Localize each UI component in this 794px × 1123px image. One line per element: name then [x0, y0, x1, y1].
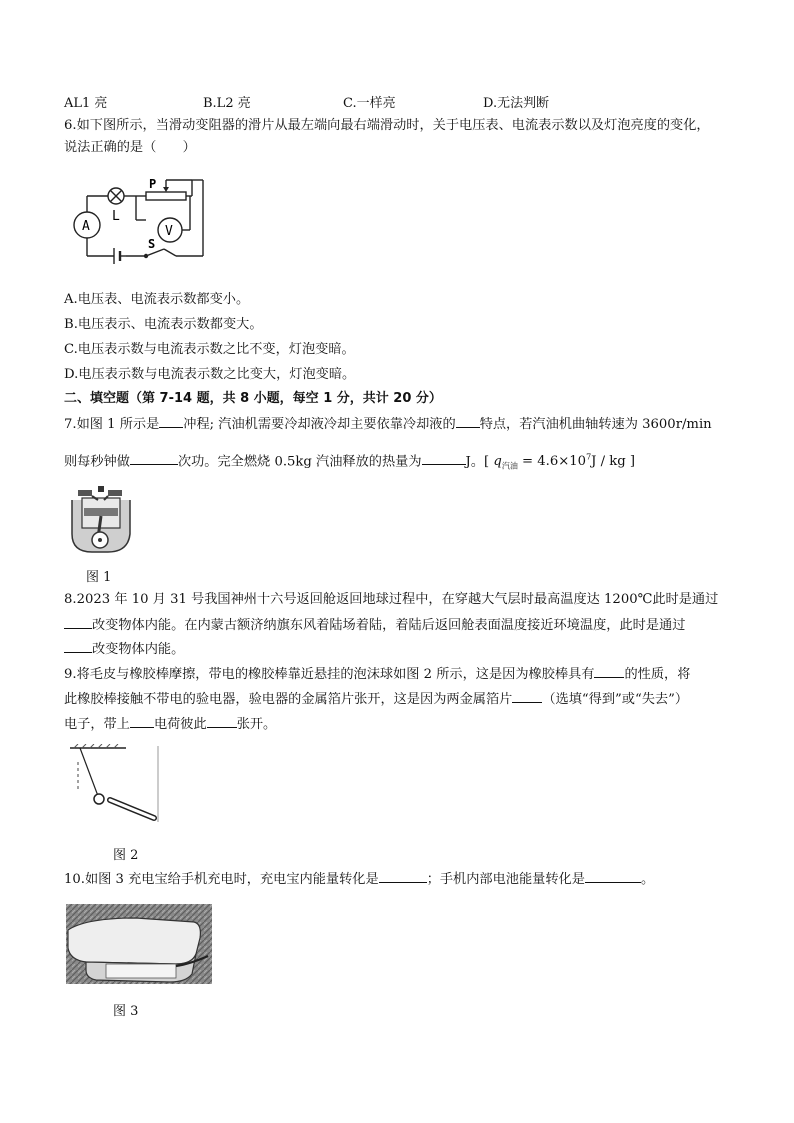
- q9-text-2a: 此橡胶棒接触不带电的验电器，验电器的金属箔片张开，这是因为两金属箔片: [64, 692, 513, 707]
- q9-blank-electron: [512, 689, 542, 703]
- q10-text-2: ；手机内部电池能量转化是: [426, 872, 585, 887]
- formula-exponent: 7: [586, 453, 592, 462]
- section-heading-fill-in: 二、填空题（第 7-14 题，共 8 小题，每空 1 分，共计 20 分）: [64, 391, 442, 406]
- q7-blank-heat: [422, 451, 466, 465]
- q10-blank-powerbank: [379, 869, 427, 883]
- q6-option-c: C.电压表示数与电流表示数之比不变，灯泡变暗。: [64, 342, 355, 357]
- voltmeter-label: V: [165, 224, 173, 239]
- switch-label: S: [148, 237, 156, 251]
- q8-blank-2: [64, 639, 92, 653]
- q5-option-c: C.一样亮: [343, 96, 396, 111]
- charging-photo-svg: [66, 904, 212, 984]
- q10-blank-phone-battery: [585, 869, 641, 883]
- q7-blank-stroke: [159, 414, 183, 428]
- formula-q-symbol: q: [493, 454, 502, 470]
- q9-blank-interaction: [207, 714, 237, 728]
- q8-text-2: 改变物体内能。在内蒙古额济纳旗东风着陆场着陆，着陆后返回舱表面温度接近环境温度，此时是通过: [92, 618, 686, 633]
- q9-text-2b: （选填“得到”或“失去”）: [542, 692, 689, 707]
- q8-line-1: 8.2023 年 10 月 31 号我国神州十六号返回舱返回地球过程中，在穿越大气层时最高温度达 1200℃此时是通过: [64, 592, 719, 607]
- q8-line-3: [64, 639, 184, 660]
- q5-option-b: B.L2 亮: [203, 96, 251, 111]
- q9-blank-charge: [130, 714, 154, 728]
- q10-text-1: 10.如图 3 充电宝给手机充电时，充电宝内能量转化是: [64, 872, 379, 887]
- foam-ball-svg: [66, 744, 166, 824]
- q9-line-1: [64, 664, 690, 685]
- figure-1-caption: 图 1: [86, 570, 112, 585]
- figure-3-charging-photo: [66, 904, 212, 984]
- q7-line-1: [64, 414, 712, 435]
- q6-stem-line-1: 6.如下图所示，当滑动变阻器的滑片从最左端向最右端滑动时，关于电压表、电流表示数以及灯泡亮度的变化，: [64, 118, 710, 133]
- slider-label: P: [149, 177, 157, 191]
- q10-text-3: 。: [640, 872, 655, 887]
- formula-value: = 4.6×10: [522, 454, 587, 470]
- q9-text-3a: 电子，带上: [64, 717, 130, 732]
- figure-2-foam-ball-image: [66, 744, 166, 824]
- q9-text-1a: 9.将毛皮与橡胶棒摩擦，带电的橡胶棒靠近悬挂的泡沫球如图 2 所示，这是因为橡胶棒具有: [64, 667, 595, 682]
- q8-line-2: [64, 615, 685, 636]
- figure-3-caption: 图 3: [113, 1004, 139, 1019]
- q6-stem-line-2: 说法正确的是（ ）: [64, 140, 196, 155]
- q9-text-3b: 电荷彼此: [153, 717, 207, 732]
- q9-line-3: [64, 714, 276, 735]
- q6-option-a: A.电压表、电流表示数都变小。: [64, 292, 250, 307]
- lamp-label: L: [112, 209, 120, 224]
- figure-2-caption: 图 2: [113, 848, 139, 863]
- q6-option-d: D.电压表示数与电流表示数之比变大，灯泡变暗。: [64, 367, 356, 382]
- figure-1-engine-image: [68, 486, 138, 554]
- q7-text-2: 冲程; 汽油机需要冷却液冷却主要依靠冷却液的: [183, 417, 456, 432]
- q5-option-a: AL1 亮: [64, 96, 108, 111]
- engine-svg: [68, 486, 138, 554]
- q7-text-6: J。[: [465, 454, 490, 470]
- q7-text-4: 则每秒钟做: [64, 454, 130, 470]
- formula-subscript: 汽油: [501, 462, 518, 472]
- q9-text-1b: 的性质，将: [624, 667, 691, 682]
- q7-formula: [493, 453, 636, 472]
- q9-line-2: [64, 689, 688, 710]
- formula-unit: J / kg ]: [591, 454, 636, 470]
- q8-text-3: 改变物体内能。: [92, 642, 185, 657]
- q7-blank-property: [456, 414, 480, 428]
- q7-text-3: 特点，若汽油机曲轴转速为 3600r/min: [479, 417, 712, 432]
- circuit-svg: [66, 176, 212, 268]
- q9-blank-property: [594, 664, 624, 678]
- q8-blank-1: [64, 615, 92, 629]
- q7-line-2: [64, 448, 635, 477]
- q7-text-1: 7.如图 1 所示是: [64, 417, 160, 432]
- ammeter-label: A: [82, 219, 90, 234]
- q6-option-b: B.电压表示、电流表示数都变大。: [64, 317, 263, 332]
- q6-circuit-diagram: [66, 176, 212, 268]
- q7-text-5: 次功。完全燃烧 0.5kg 汽油释放的热量为: [177, 454, 422, 470]
- q10-line-1: [64, 869, 654, 890]
- q7-blank-work-count: [130, 451, 178, 465]
- q9-text-3c: 张开。: [236, 717, 277, 732]
- q5-option-d: D.无法判断: [483, 96, 550, 111]
